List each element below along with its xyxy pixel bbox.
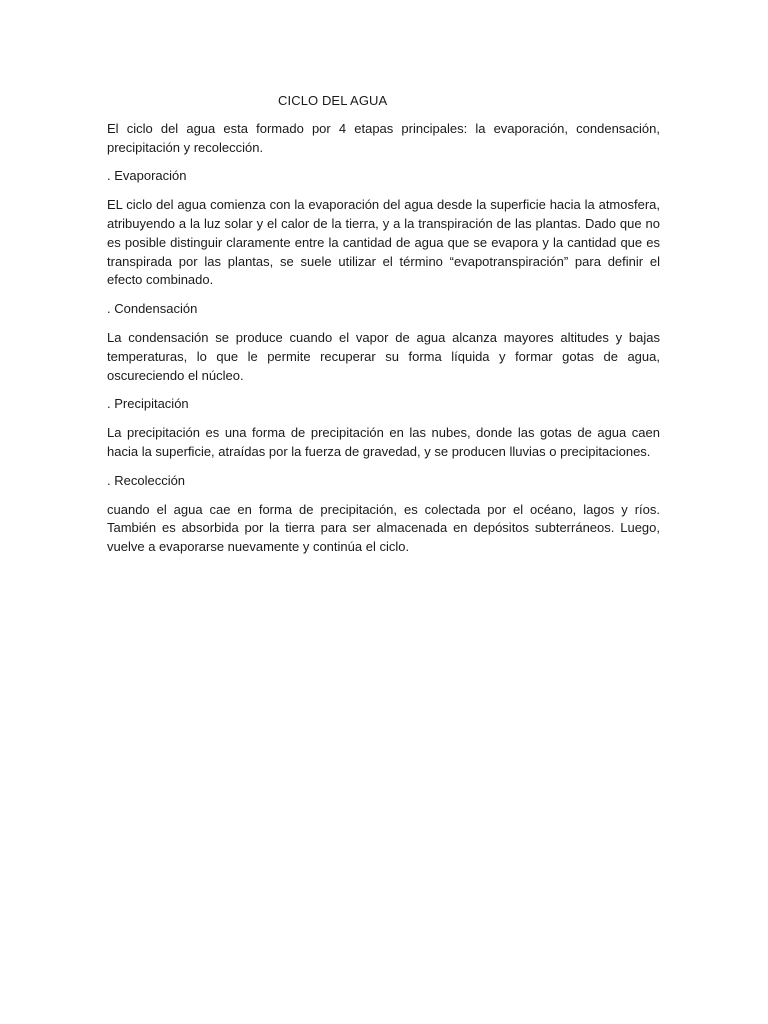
section-heading-evaporacion: . Evaporación [107, 168, 187, 184]
section-heading-precipitacion: . Precipitación [107, 396, 189, 412]
section-heading-condensacion: . Condensación [107, 301, 198, 317]
document-content [107, 92, 660, 567]
section-body-evaporacion: EL ciclo del agua comienza con la evaporación del agua desde la superficie hacia la atmosfera, atribuyendo a la luz solar y el calor de la tierra, y a la transpiración de las plantas. Dado que no es posible distinguir claramente entre la cantidad de agua que se evapora y la cantidad que es transpirada por las plantas, se suele utilizar el término “evapotranspiración” para definir el efecto combinado. [107, 197, 660, 288]
section-body-condensacion: La condensación se produce cuando el vapor de agua alcanza mayores altitudes y bajas temperaturas, lo que le permite recuperar su forma líquida y formar gotas de agua, oscureciendo el núcleo. [107, 329, 660, 383]
page-title: CICLO DEL AGUA [278, 93, 388, 108]
section-body-precipitacion: La precipitación es una forma de precipitación en las nubes, donde las gotas de agua caen hacia la superficie, atraídas por la fuerza de gravedad, y se producen lluvias o precipitaciones. [107, 425, 660, 459]
section-heading-recoleccion: . Recolección [107, 472, 186, 488]
intro-paragraph: El ciclo del agua esta formado por 4 etapas principales: la evaporación, condensación, precipitación y recolección. [107, 120, 660, 155]
section-body-recoleccion: cuando el agua cae en forma de precipitación, es colectada por el océano, lagos y ríos. También es absorbida por la tierra para ser almacenada en depósitos subterráneos. Luego, vuelve a evaporarse nuevamente y continúa el ciclo. [107, 501, 660, 555]
